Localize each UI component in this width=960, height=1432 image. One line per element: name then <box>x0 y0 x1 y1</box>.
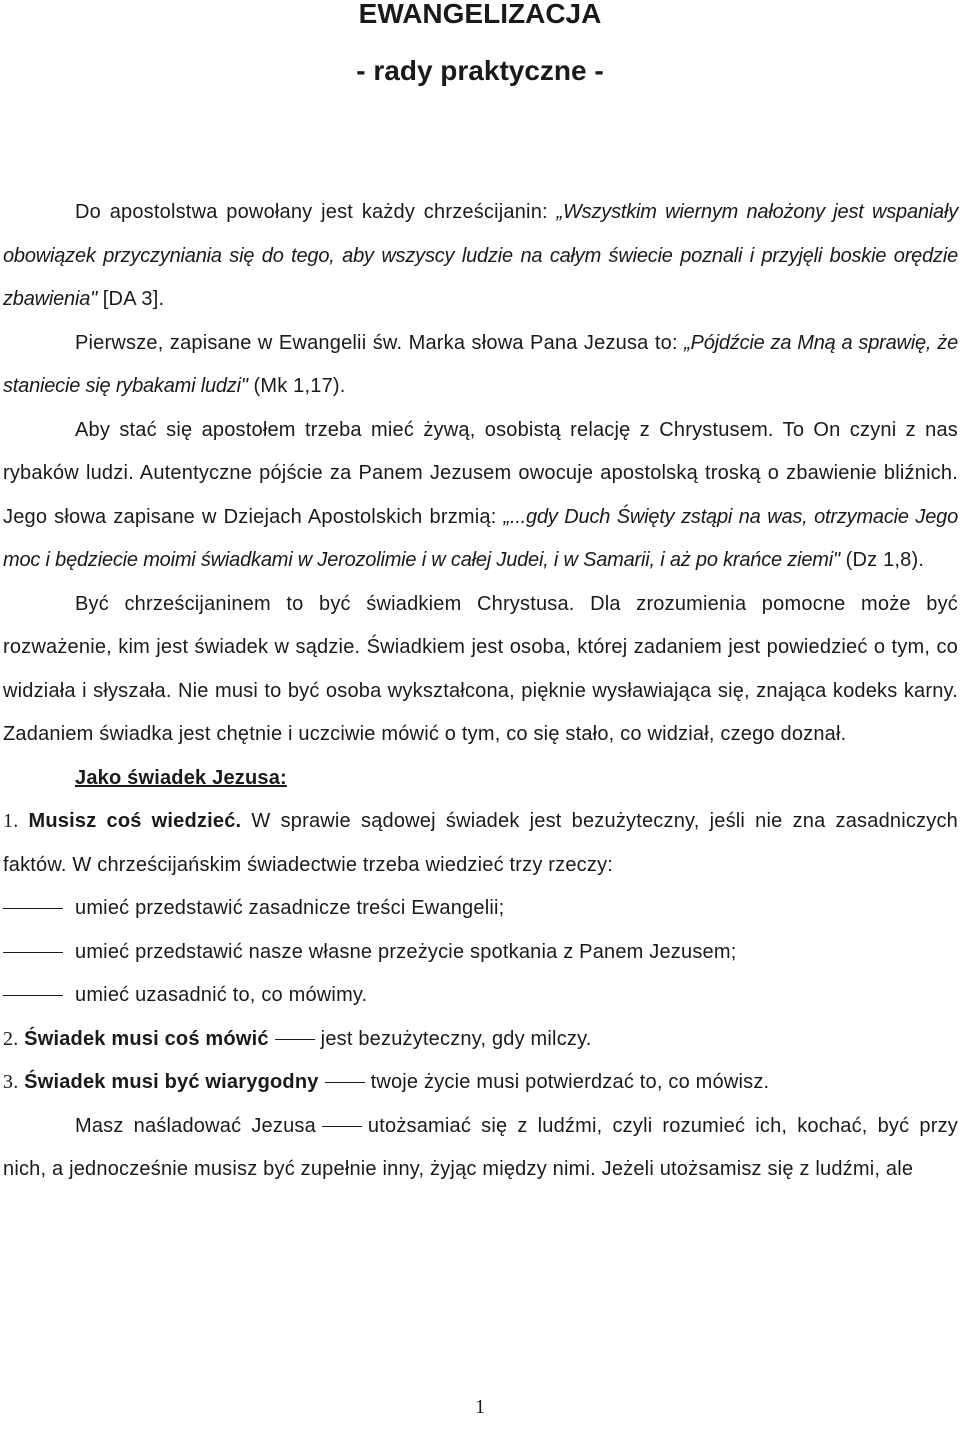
quote-dogmatic: „Wszystkim wiernym nałożony jest wspaniały obowiązek przyczyniania się do tego, aby wszyscy ludzie na całym świecie poznali i przyjęli boskie orędzie zbawienia" <box>3 201 958 310</box>
point-2-text: jest bezużyteczny, gdy milczy. <box>320 1027 592 1050</box>
quote-mark: „Pójdźcie za Mną a sprawię, że staniecie się rybakami ludzi" <box>3 331 958 397</box>
paragraph-2 <box>3 322 958 409</box>
point-2-number: 2. <box>3 1027 19 1050</box>
em-dash <box>325 1082 365 1083</box>
point-3-bold: Świadek musi być wiarygodny <box>24 1071 319 1093</box>
bullet-text: umieć przedstawić nasze własne przeżycie spotkania z Panem Jezusem; <box>75 940 737 963</box>
paragraph-1-ref: [DA 3]. <box>97 288 165 310</box>
paragraph-4: Być chrześcijaninem to być świadkiem Chrystusa. Dla zrozumienia pomocne może być rozważenie, kim jest świadek w sądzie. Świadkiem jest osoba, której zadaniem jest powiedzieć o tym, co widziała i słyszała. Nie musi to być osoba wykształcona, pięknie wysławiająca się, znająca kodeks karny. Zadaniem świadka jest chętnie i uczciwie mówić o tym, co się stało, co widział, czego doznał. <box>3 592 958 745</box>
point-1 <box>3 800 958 887</box>
dash-bullet <box>3 952 63 953</box>
point-3-number: 3. <box>3 1071 19 1093</box>
em-dash <box>322 1126 362 1127</box>
paragraph-3-text: Aby stać się apostołem trzeba mieć żywą, osobistą relację z Chrystusem. To On czyni z nas rybaków ludzi. Autentyczne pójście za Panem Jezusem owocuje apostolską troską o zbawienie bliźnich. Jego słowa zapisane w Dziejach Apostolskich brzmią: <box>3 418 958 528</box>
dash-bullet <box>3 908 63 909</box>
final-paragraph <box>3 1105 958 1192</box>
final-paragraph-lead: Masz naśladować Jezusa <box>75 1114 316 1137</box>
dash-bullet <box>3 995 63 996</box>
point-3-text: twoje życie musi potwierdzać to, co mówisz. <box>370 1071 770 1093</box>
bullet-item <box>3 974 958 1018</box>
document-subtitle: - rady praktyczne - <box>356 55 604 86</box>
quote-acts: „...gdy Duch Święty zstąpi na was, otrzymacie Jego moc i będziecie moimi świadkami w Jerozolimie i w całej Judei, i w Samarii, i aż po krańce ziemi" <box>3 505 958 571</box>
paragraph-1-text: Do apostolstwa powołany jest każdy chrześcijanin: <box>75 201 557 223</box>
document-title: EWANGELIZACJA <box>358 0 602 29</box>
paragraph-1 <box>3 191 958 322</box>
em-dash <box>275 1039 315 1040</box>
paragraph-3-ref: (Dz 1,8). <box>839 549 925 571</box>
page-number: 1 <box>475 1396 485 1418</box>
section-heading: Jako świadek Jezusa: <box>75 766 287 789</box>
paragraph-3 <box>3 409 958 583</box>
paragraph-2-ref: (Mk 1,17). <box>247 375 346 397</box>
point-2-bold: Świadek musi coś mówić <box>24 1027 269 1050</box>
final-paragraph-text: utożsamiać się z ludźmi, czyli rozumieć ich, kochać, być przy nich, a jednocześnie musisz być zupełnie inny, żyjąc między nimi. Jeżeli utożsamisz się z ludźmi, ale <box>3 1114 958 1180</box>
paragraph-2-text: Pierwsze, zapisane w Ewangelii św. Marka słowa Pana Jezusa to: <box>75 331 685 354</box>
bullet-item <box>3 887 958 931</box>
bullet-text: umieć uzasadnić to, co mówimy. <box>75 984 368 1006</box>
point-1-text: W sprawie sądowej świadek jest bezużyteczny, jeśli nie zna zasadniczych faktów. W chrześcijańskim świadectwie trzeba wiedzieć trzy rzeczy: <box>3 810 958 876</box>
point-1-number: 1. <box>3 810 19 832</box>
bullet-item <box>3 931 958 975</box>
bullet-text: umieć przedstawić zasadnicze treści Ewangelii; <box>75 897 505 919</box>
point-2 <box>3 1018 958 1062</box>
point-1-bold: Musisz coś wiedzieć. <box>28 810 242 832</box>
point-3 <box>3 1061 958 1105</box>
document-body <box>3 191 958 1192</box>
